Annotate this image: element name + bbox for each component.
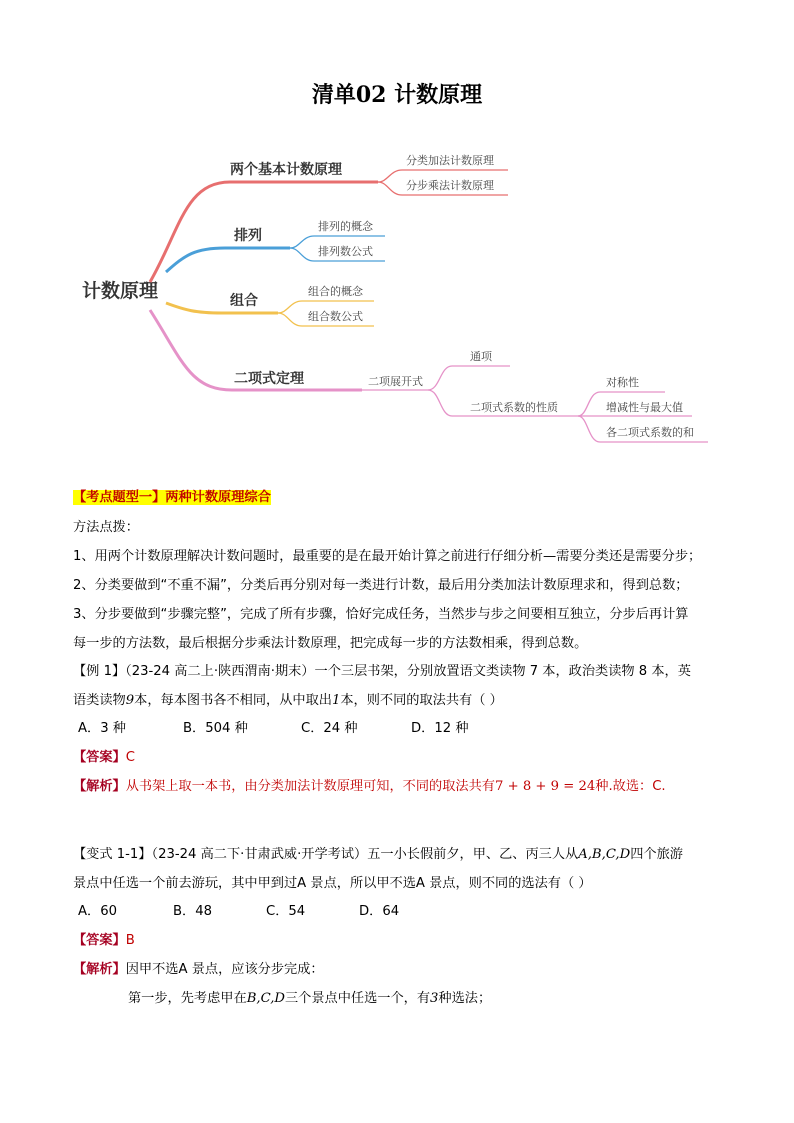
analysis-label: 【解析】 — [73, 779, 126, 794]
leaf-3-1: 组合的概念 — [308, 285, 363, 298]
example-1-options — [78, 720, 469, 738]
example-1-answer — [73, 749, 135, 767]
variant-label: 【变式 1-1】 — [73, 847, 152, 862]
variant-1-analysis: 【解析】因甲不选A 景点，应该分步完成： — [73, 962, 324, 977]
example-1-line-1 — [73, 663, 691, 681]
branch-label-1: 两个基本计数原理 — [230, 162, 342, 178]
mindmap-root: 计数原理 — [82, 280, 159, 302]
branch-label-2: 排列 — [234, 228, 262, 244]
method-point: 1、用两个计数原理解决计数问题时，最重要的是在最开始计算之前进行仔细分析—需要分类还是需要分步； — [73, 549, 702, 564]
leaf-2-1: 排列的概念 — [318, 220, 373, 233]
option-b: B．504 种 — [183, 721, 248, 736]
example-label: 【例 1】 — [73, 664, 126, 679]
answer-label: 【答案】 — [73, 750, 126, 765]
section-badge: 【考点题型一】两种计数原理综合 — [73, 490, 271, 505]
method-point: 3、分步要做到“步骤完整”，完成了所有步骤，恰好完成任务，当然步与步之间要相互独立，分步后再计算 — [73, 607, 689, 622]
sub-4-2: 二项式系数的性质 — [470, 401, 558, 414]
method-point: 2、分类要做到“不重不漏”，分类后再分别对每一类进行计数，最后用分类加法计数原理求和，得到总数； — [73, 578, 689, 593]
option-a: A．60 — [78, 904, 117, 919]
variant-1-step-1: 第一步，先考虑甲在B,C,D三个景点中任选一个，有3种选法； — [128, 991, 492, 1006]
variant-source: （23-24 高二下·甘肃武威·开学考试） — [151, 847, 368, 862]
answer-value: C — [125, 750, 135, 765]
branch-label-3: 组合 — [230, 293, 258, 309]
method-point: 每一步的方法数，最后根据分步乘法计数原理，把完成每一步的方法数相乘，得到总数。 — [73, 636, 588, 651]
example-text: 一个三层书架，分别放置语文类读物 7 本，政治类读物 8 本，英 — [314, 664, 691, 679]
page-title: 清单02 计数原理 — [311, 82, 483, 108]
variant-1-line-1: 【变式 1-1】（23-24 高二下·甘肃武威·开学考试）五一小长假前夕，甲、乙、丙三人从A,B,C,D四个旅游 — [73, 847, 683, 862]
leaf-2-2: 排列数公式 — [318, 245, 373, 258]
sub-4-1: 二项展开式 — [368, 375, 423, 388]
option-a: A．3 种 — [78, 721, 126, 736]
answer-value: B — [125, 933, 135, 948]
example-1-analysis: 【解析】从书架上取一本书，由分类加法计数原理可知，不同的取法共有7 + 8 + 9 = 24种.故选：C. — [73, 779, 666, 794]
leaf-1-2: 分步乘法计数原理 — [406, 179, 494, 192]
leaf-4-4: 各二项式系数的和 — [606, 426, 694, 439]
variant-1-line-2: 景点中任选一个前去游玩，其中甲到过A 景点，所以甲不选A 景点，则不同的选法有（ ） — [73, 876, 592, 891]
option-b: B．48 — [173, 904, 213, 919]
leaf-4-2: 对称性 — [606, 376, 639, 389]
option-d: D．64 — [359, 904, 400, 919]
option-d: D．12 种 — [411, 721, 469, 736]
leaf-3-2: 组合数公式 — [308, 310, 363, 323]
mind-map — [0, 0, 794, 460]
example-1-line-2: 语类读物9本，每本图书各不相同，从中取出1本，则不同的取法共有（ ） — [73, 693, 503, 708]
variant-1-options — [78, 903, 399, 921]
example-source: （23-24 高二上·陕西渭南·期末） — [125, 664, 315, 679]
leaf-1-1: 分类加法计数原理 — [406, 154, 494, 167]
branch-label-4: 二项式定理 — [234, 371, 304, 387]
branch-line-2 — [166, 248, 290, 272]
section-heading — [73, 489, 271, 507]
leaf-4-3: 增减性与最大值 — [606, 401, 683, 414]
option-c: C．54 — [266, 904, 306, 919]
leaf-4-1: 通项 — [470, 350, 492, 363]
option-c: C．24 种 — [301, 721, 358, 736]
branch-line-3 — [166, 303, 278, 313]
answer-label: 【答案】 — [73, 933, 126, 948]
variant-1-answer — [73, 932, 135, 950]
analysis-label: 【解析】 — [73, 962, 126, 977]
method-title: 方法点拨： — [73, 520, 139, 535]
